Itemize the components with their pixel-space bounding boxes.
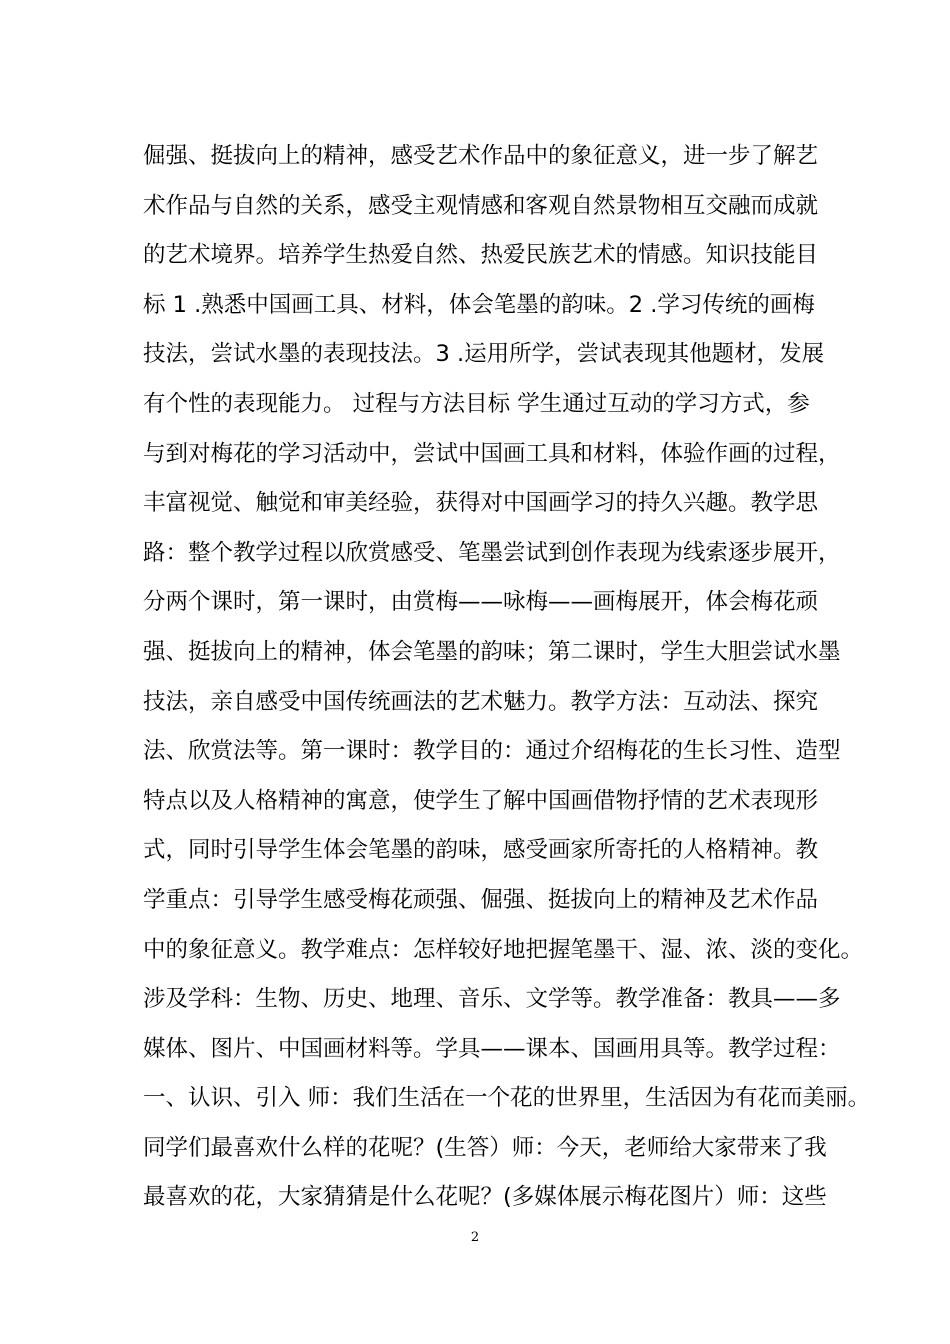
text-line-14: 特点以及人格精神的寓意，使学生了解中国画借物抒情的艺术表现形	[143, 787, 819, 814]
text-line-11: 强、挺拔向上的精神，体会笔墨的韵味；第二课时，学生大胆尝试水墨	[143, 638, 841, 665]
text-line-1: 倔强、挺拔向上的精神，感受艺术作品中的象征意义，进一步了解艺	[143, 143, 819, 169]
text-line-15: 式，同时引导学生体会笔墨的韵味，感受画家所寄托的人格精神。教	[143, 837, 819, 864]
text-line-10: 分两个课时，第一课时，由赏梅——咏梅——画梅展开，体会梅花顽	[143, 589, 819, 616]
text-line-20: 一、认识、引入 师：我们生活在一个花的世界里，生活因为有花而美丽。	[143, 1085, 871, 1112]
text-line-2: 术作品与自然的关系，感受主观情感和客观自然景物相互交融而成就	[143, 192, 819, 219]
text-line-16: 学重点：引导学生感受梅花顽强、倔强、挺拔向上的精神及艺术作品	[143, 886, 819, 913]
text-line-9: 路：整个教学过程以欣赏感受、笔墨尝试到创作表现为线索逐步展开，	[143, 539, 841, 566]
text-line-19: 媒体、图片、中国画材料等。学具——课本、国画用具等。教学过程：	[143, 1035, 841, 1062]
text-line-3: 的艺术境界。培养学生热爱自然、热爱民族艺术的情感。知识技能目	[143, 242, 819, 269]
text-line-18: 涉及学科：生物、历史、地理、音乐、文学等。教学准备：教具——多	[143, 986, 841, 1013]
text-line-8: 丰富视觉、触觉和审美经验，获得对中国画学习的持久兴趣。教学思	[143, 490, 819, 517]
text-line-7: 与到对梅花的学习活动中，尝试中国画工具和材料，体验作画的过程，	[143, 440, 841, 467]
text-line-21: 同学们最喜欢什么样的花呢？(生答）师：今天，老师给大家带来了我	[143, 1134, 827, 1161]
body-text	[143, 132, 871, 1223]
text-line-13: 法、欣赏法等。第一课时：教学目的：通过介绍梅花的生长习性、造型	[143, 738, 841, 765]
text-line-12: 技法，亲自感受中国传统画法的艺术魅力。教学方法：互动法、探究	[143, 688, 819, 715]
text-line-4: 标 1 .熟悉中国画工具、材料，体会笔墨的韵味。2 .学习传统的画梅	[143, 291, 815, 318]
text-line-22: 最喜欢的花，大家猜猜是什么花呢？(多媒体展示梅花图片）师：这些	[143, 1184, 827, 1211]
text-line-6: 有个性的表现能力。 过程与方法目标 学生通过互动的学习方式，参	[143, 390, 810, 417]
text-line-5: 技法，尝试水墨的表现技法。3 .运用所学，尝试表现其他题材，发展	[143, 341, 825, 368]
text-line-17: 中的象征意义。教学难点：怎样较好地把握笔墨干、湿、浓、淡的变化。	[143, 936, 864, 963]
page-number: 2	[470, 1230, 480, 1245]
